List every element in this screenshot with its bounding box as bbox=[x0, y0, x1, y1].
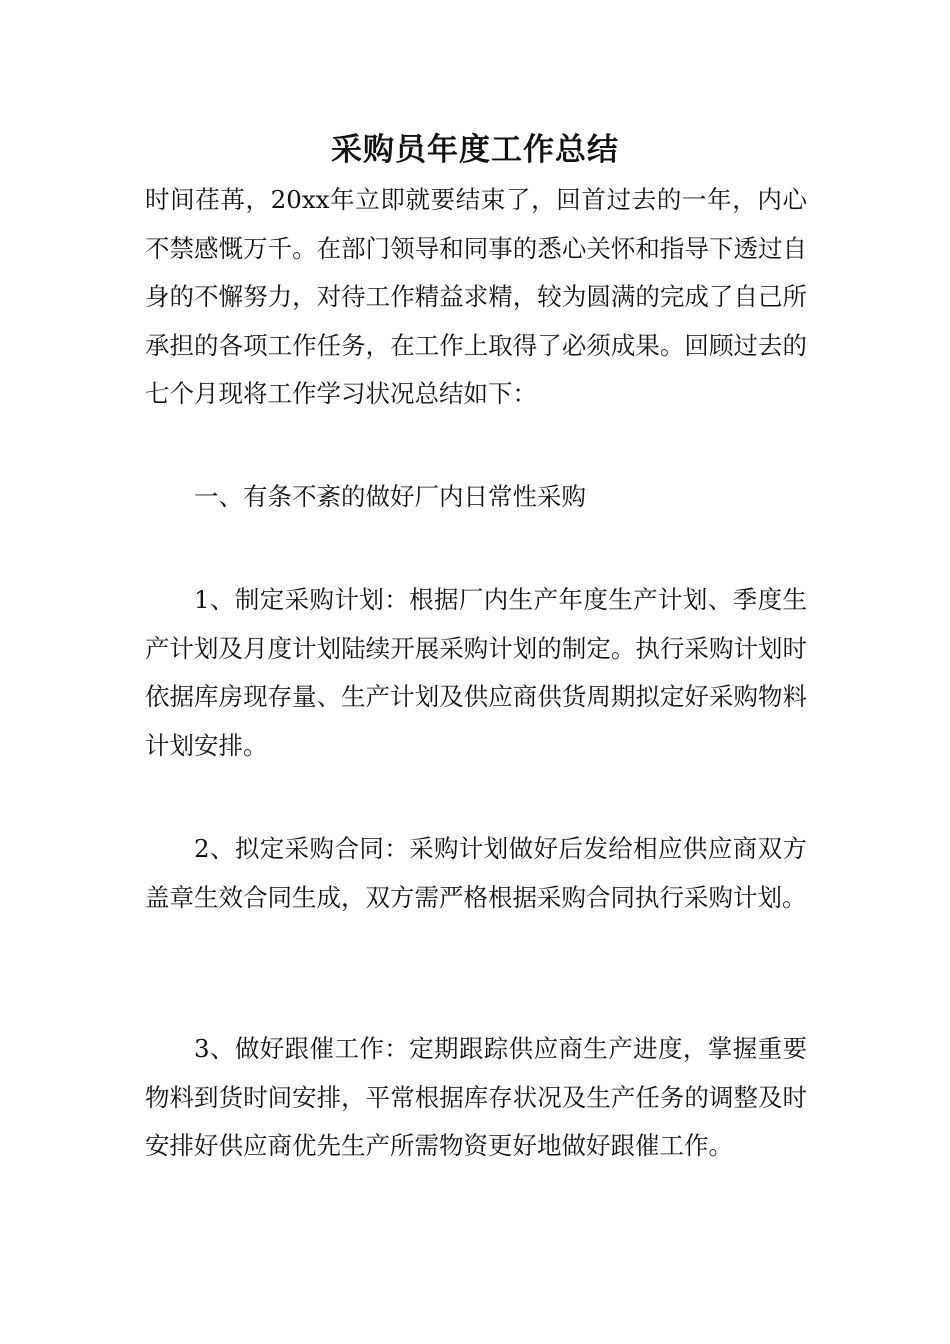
paragraph-item-3: 3、做好跟催工作：定期跟踪供应商生产进度，掌握重要物料到货时间安排，平常根据库存状况及生产任务的调整及时安排好供应商优先生产所需物资更好地做好跟催工作。 bbox=[145, 1034, 807, 1160]
intro-paragraph: 时间荏苒，20xx年立即就要结束了，回首过去的一年，内心不禁感慨万千。在部门领导和同事的悉心关怀和指导下透过自身的不懈努力，对待工作精益求精，较为圆满的完成了自己所承担的各项工作任务，在工作上取得了必须成果。回顾过去的七个月现将工作学习状况总结如下： bbox=[145, 185, 807, 408]
paragraph-item-1: 1、制定采购计划：根据厂内生产年度生产计划、季度生产计划及月度计划陆续开展采购计划的制定。执行采购计划时依据库房现存量、生产计划及供应商供货周期拟定好采购物料计划安排。 bbox=[145, 585, 807, 760]
section-heading-1: 一、有条不紊的做好厂内日常性采购 bbox=[194, 482, 586, 511]
paragraph-item-2: 2、拟定采购合同：采购计划做好后发给相应供应商双方盖章生效合同生成，双方需严格根据采购合同执行采购计划。 bbox=[145, 834, 807, 912]
document-title: 采购员年度工作总结 bbox=[331, 132, 619, 168]
